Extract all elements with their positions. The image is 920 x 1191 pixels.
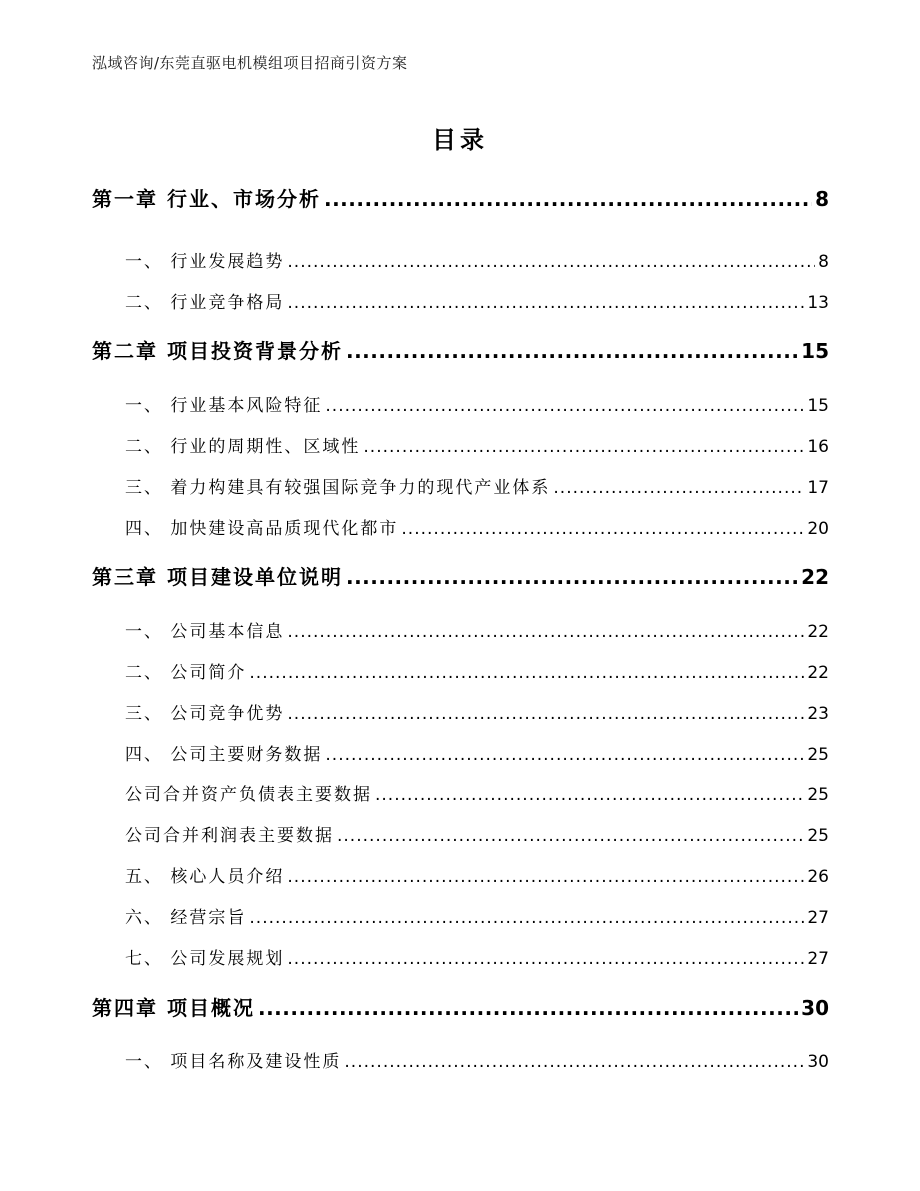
dot-leader [249, 663, 804, 683]
toc-entry-label: 一、 行业基本风险特征 [125, 396, 323, 416]
toc-entry-label: 二、 行业的周期性、区域性 [125, 437, 361, 457]
toc-entry-label: 公司合并利润表主要数据 [125, 826, 334, 846]
toc-entry-page: 20 [807, 519, 829, 539]
toc-entry-chapter[interactable] [92, 183, 829, 212]
toc-entry-label: 二、 行业竞争格局 [125, 293, 285, 313]
toc-entry-section[interactable] [125, 391, 829, 416]
running-header: 泓域咨询/东莞直驱电机模组项目招商引资方案 [92, 54, 408, 72]
toc-entry-page: 30 [801, 996, 829, 1020]
toc-entry-page: 17 [807, 478, 829, 498]
toc-entry-page: 16 [807, 437, 829, 457]
toc-entry-section[interactable] [125, 821, 829, 846]
toc-entry-page: 22 [801, 565, 829, 589]
dot-leader [553, 478, 804, 498]
dot-leader [325, 396, 804, 416]
toc-entry-page: 15 [801, 339, 829, 363]
toc-entry-page: 26 [807, 867, 829, 887]
toc-entry-page: 15 [807, 396, 829, 416]
toc-entry-label: 第四章 项目概况 [92, 996, 255, 1020]
toc-entry-label: 一、 行业发展趋势 [125, 252, 285, 272]
dot-leader [287, 252, 815, 272]
dot-leader [401, 519, 804, 539]
toc-entry-page: 22 [807, 663, 829, 683]
toc-entry-label: 四、 公司主要财务数据 [125, 745, 323, 765]
toc-entry-label: 四、 加快建设高品质现代化都市 [125, 519, 399, 539]
toc-entry-section[interactable] [125, 699, 829, 724]
dot-leader [337, 826, 804, 846]
toc-entry-chapter[interactable] [92, 335, 829, 364]
toc-entry-page: 27 [807, 949, 829, 969]
toc-entry-label: 五、 核心人员介绍 [125, 867, 285, 887]
toc-entry-label: 公司合并资产负债表主要数据 [125, 785, 372, 805]
toc-entry-page: 8 [818, 252, 829, 272]
toc-entry-section[interactable] [125, 740, 829, 765]
toc-entry-section[interactable] [125, 944, 829, 969]
toc-entry-section[interactable] [125, 903, 829, 928]
toc-entry-section[interactable] [125, 1047, 829, 1072]
toc-entry-section[interactable] [125, 432, 829, 457]
toc-entry-label: 一、 公司基本信息 [125, 622, 285, 642]
toc-entry-label: 第一章 行业、市场分析 [92, 187, 321, 211]
toc-entry-label: 三、 公司竞争优势 [125, 704, 285, 724]
toc-entry-page: 8 [815, 187, 829, 211]
dot-leader [325, 745, 804, 765]
toc-entry-label: 七、 公司发展规划 [125, 949, 285, 969]
toc-entry-label: 一、 项目名称及建设性质 [125, 1052, 342, 1072]
toc-entry-section[interactable] [125, 780, 829, 805]
toc-entry-page: 25 [807, 785, 829, 805]
toc-entry-section[interactable] [125, 288, 829, 313]
toc-entry-section[interactable] [125, 862, 829, 887]
toc-entry-page: 30 [807, 1052, 829, 1072]
toc-entry-label: 三、 着力构建具有较强国际竞争力的现代产业体系 [125, 478, 551, 498]
toc-entry-section[interactable] [125, 617, 829, 642]
dot-leader [249, 908, 804, 928]
dot-leader [287, 867, 804, 887]
toc-entry-page: 13 [807, 293, 829, 313]
dot-leader [287, 704, 804, 724]
toc-entry-section[interactable] [125, 658, 829, 683]
toc-title: 目录 [432, 126, 488, 154]
toc-entry-label: 第二章 项目投资背景分析 [92, 339, 343, 363]
toc-entry-chapter[interactable] [92, 992, 829, 1021]
toc-entry-section[interactable] [125, 247, 829, 272]
toc-entry-page: 27 [807, 908, 829, 928]
dot-leader [375, 785, 804, 805]
dot-leader [363, 437, 804, 457]
toc-entry-label: 六、 经营宗旨 [125, 908, 247, 928]
toc-entry-label: 第三章 项目建设单位说明 [92, 565, 343, 589]
toc-entry-page: 23 [807, 704, 829, 724]
toc-entry-page: 25 [807, 826, 829, 846]
dot-leader [346, 339, 798, 363]
toc-entry-label: 二、 公司简介 [125, 663, 247, 683]
dot-leader [324, 187, 812, 211]
toc-entry-page: 25 [807, 745, 829, 765]
toc-entry-chapter[interactable] [92, 561, 829, 590]
dot-leader [344, 1052, 804, 1072]
dot-leader [346, 565, 798, 589]
toc-entry-section[interactable] [125, 514, 829, 539]
toc-entry-section[interactable] [125, 473, 829, 498]
dot-leader [287, 622, 804, 642]
dot-leader [258, 996, 798, 1020]
dot-leader [287, 949, 804, 969]
toc-entry-page: 22 [807, 622, 829, 642]
dot-leader [287, 293, 804, 313]
